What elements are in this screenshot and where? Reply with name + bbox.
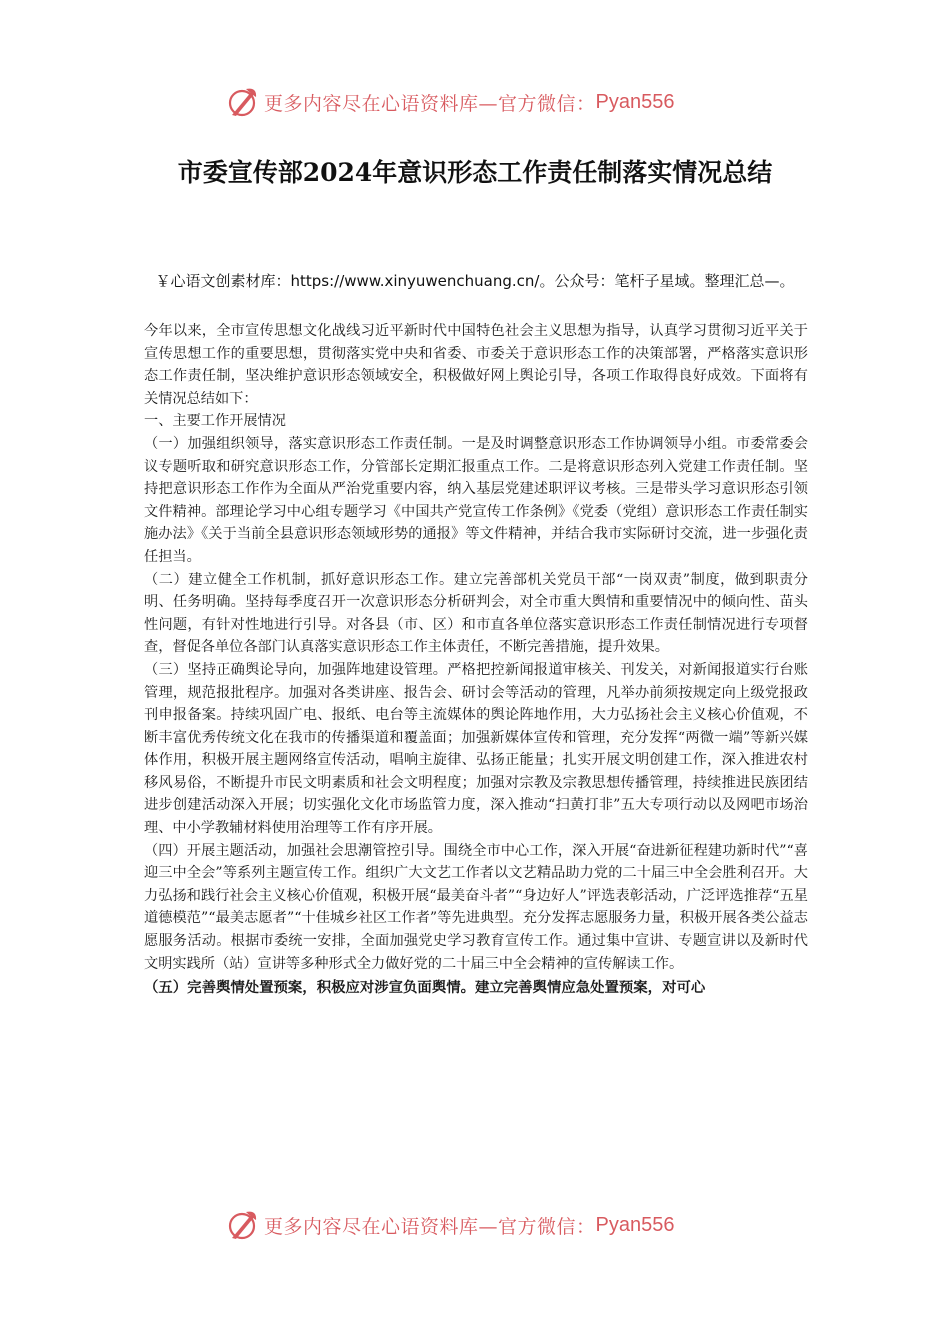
source-note: ￥心语文创素材库：https://www.xinyuwenchuang.cn/。公众号：笔杆子星域。整理汇总—。 <box>155 272 795 290</box>
paragraph-5: （五）完善舆情处置预案，积极应对涉宣负面舆情。建立完善舆情应急处置预案，对可心 <box>144 980 706 997</box>
paragraph-2: （二）建立健全工作机制，抓好意识形态工作。建立完善部机关党员干部“一岗双责”制度，做到职责分明、任务明确。坚持每季度召开一次意识形态分析研判会，对全市重大舆情和重要情况中的倾向性、苗头性问题，有针对性地进行引导。对各县（市、区）和市直各单位落实意识形态工作责任制情况进行专项督查，督促各单位各部门认真落实意识形态工作主体责任，不断完善措施，提升效果。 <box>144 571 808 656</box>
paragraph-intro: 今年以来，全市宣传思想文化战线习近平新时代中国特色社会主义思想为指导，认真学习贯彻习近平关于宣传思想工作的重要思想，贯彻落实党中央和省委、市委关于意识形态工作的决策部署，严格落实意识形态工作责任制，坚决维护意识形态领域安全，积极做好网上舆论引导，各项工作取得良好成效。下面将有关情况总结如下： <box>144 323 808 407</box>
section-heading: 一、主要工作开展情况 <box>144 413 286 430</box>
wechat-id: Pyan556 <box>595 90 675 113</box>
quill-logo-icon <box>226 85 260 119</box>
wechat-id: Pyan556 <box>595 1213 675 1236</box>
page-title: 市委宣传部2024年意识形态工作责任制落实情况总结 <box>177 158 773 187</box>
watermark-text: 更多内容尽在心语资料库—官方微信： <box>264 92 596 115</box>
paragraph-4: （四）开展主题活动，加强社会思潮管控引导。围绕全市中心工作，深入开展“奋进新征程建功新时代”“喜迎三中全会”等系列主题宣传工作。组织广大文艺工作者以文艺精品助力党的二十届三中全会胜利召开。大力弘扬和践行社会主义核心价值观，积极开展“最美奋斗者”“身边好人”评选表彰活动，广泛评选推荐“五星道德模范”“最美志愿者”“十佳城乡社区工作者”等先进典型。充分发挥志愿服务力量，积极开展各类公益志愿服务活动。根据市委统一安排，全面加强党史学习教育宣传工作。通过集中宣讲、专题宣讲以及新时代文明实践所（站）宣讲等多种形式全力做好党的二十届三中全会精神的宣传解读工作。 <box>144 842 808 972</box>
footer-watermark-banner <box>226 1207 726 1243</box>
paragraph-3: （三）坚持正确舆论导向，加强阵地建设管理。严格把控新闻报道审核关、刊发关，对新闻报道实行台账管理，规范报批程序。加强对各类讲座、报告会、研讨会等活动的管理，凡举办前须按规定向上级党报政刊申报备案。持续巩固广电、报纸、电台等主流媒体的舆论阵地作用，大力弘扬社会主义核心价值观，不断丰富优秀传统文化在我市的传播渠道和覆盖面；加强新媒体宣传和管理，充分发挥“两微一端”等新兴媒体作用，积极开展主题网络宣传活动，唱响主旋律、弘扬正能量；扎实开展文明创建工作，深入推进农村移风易俗，不断提升市民文明素质和社会文明程度；加强对宗教及宗教思想传播管理，持续推进民族团结进步创建活动深入开展；切实强化文化市场监管力度，深入推动“扫黄打非”五大专项行动以及网吧市场治理、中小学教辅材料使用治理等工作有序开展。 <box>144 661 808 837</box>
document-body <box>144 320 808 1000</box>
header-watermark-banner <box>226 84 726 120</box>
watermark-text: 更多内容尽在心语资料库—官方微信： <box>264 1215 596 1238</box>
quill-logo-icon <box>226 1208 260 1242</box>
paragraph-1: （一）加强组织领导，落实意识形态工作责任制。一是及时调整意识形态工作协调领导小组。市委常委会议专题听取和研究意识形态工作，分管部长定期汇报重点工作。二是将意识形态列入党建工作责任制。坚持把意识形态工作作为全面从严治党重要内容，纳入基层党建述职评议考核。三是带头学习意识形态引领文件精神。部理论学习中心组专题学习《中国共产党宣传工作条例》《党委（党组）意识形态工作责任制实施办法》《关于当前全县意识形态领域形势的通报》等文件精神，并结合我市实际研讨交流，进一步强化责任担当。 <box>144 435 808 565</box>
